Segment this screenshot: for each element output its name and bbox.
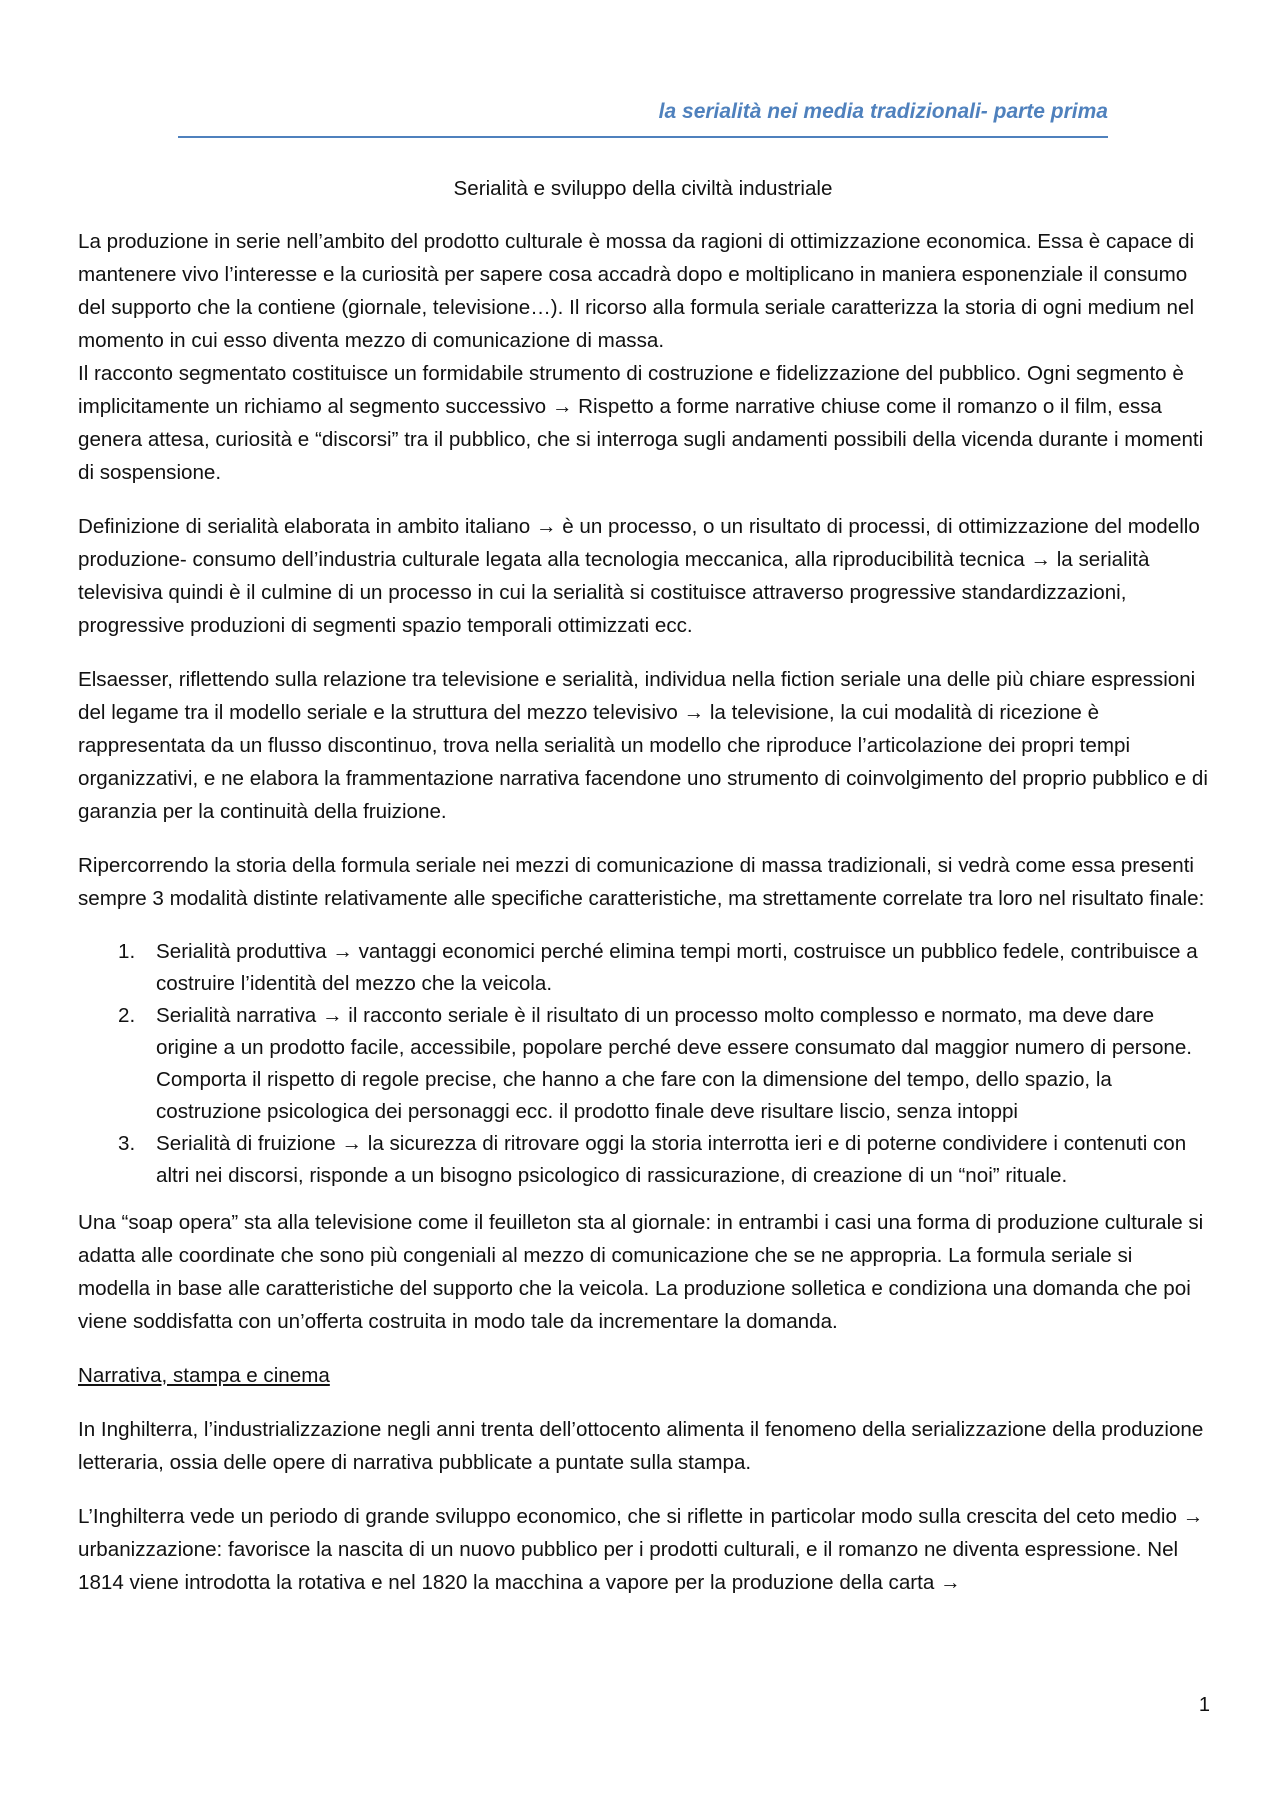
section-heading: Narrativa, stampa e cinema <box>78 1364 330 1387</box>
paragraph: L’Inghilterra vede un periodo di grande sviluppo economico, che si riflette in particolar modo sulla crescita del ceto medio → urbanizzazione: favorisce la nascita di un nuovo pubblico per i prodotti culturali, e il romanzo ne diventa espressione. Nel 1814 viene introdotta la rotativa e nel 1820 la macchina a vapore per la produzione della carta → <box>78 1505 1204 1594</box>
paragraph: In Inghilterra, l’industrializzazione negli anni trenta dell’ottocento alimenta il fenomeno della serializzazione della produzione letteraria, ossia delle opere di narrativa pubblicate a puntate sulla stampa. <box>78 1418 1204 1474</box>
paragraph: Elsaesser, riflettendo sulla relazione tra televisione e serialità, individua nella fiction seriale una delle più chiare espressioni del legame tra il modello seriale e la struttura del mezzo televisivo → la televisione, la cui modalità di ricezione è rappresentata da un flusso discontinuo, trova nella serialità un modello che riproduce l’articolazione dei propri tempi organizzativi, e ne elabora la frammentazione narrativa facendone uno strumento di coinvolgimento del proprio pubblico e di garanzia per la continuità della fruizione. <box>78 668 1208 823</box>
running-header: la serialità nei media tradizionali- parte prima <box>658 100 1108 123</box>
list-item <box>78 1000 1208 1128</box>
page-title: Serialità e sviluppo della civiltà industriale <box>453 177 833 200</box>
list-item-text: Serialità narrativa → il racconto seriale è il risultato di un processo molto complesso e normato, ma deve dare origine a un prodotto facile, accessibile, popolare perché deve essere consumato dal maggior numero di persone. Comporta il rispetto di regole precise, che hanno a che fare con la dimensione del tempo, dello spazio, la costruzione psicologica dei personaggi ecc. il prodotto finale deve risultare liscio, senza intoppi <box>156 1004 1193 1123</box>
header-rule <box>178 136 1108 138</box>
list-number: 3. <box>118 1132 136 1155</box>
paragraph-text: Il racconto segmentato costituisce un formidabile strumento di costruzione e fidelizzazione del pubblico. Ogni segmento è implicitamente un richiamo al segmento successivo → Rispetto a forme narrative chiuse come il romanzo o il film, essa genera attesa, curiosità e “discorsi” tra il pubblico, che si interroga sugli andamenti possibili della vicenda durante i momenti di sospensione. <box>78 362 1204 484</box>
list-item <box>78 1128 1208 1192</box>
list-item <box>78 936 1208 1000</box>
paragraph: Una “soap opera” sta alla televisione come il feuilleton sta al giornale: in entrambi i casi una forma di produzione culturale si adatta alle coordinate che sono più congeniali al mezzo di comunicazione che se ne appropria. La formula seriale si modella in base alle caratteristiche del supporto che la veicola. La produzione solletica e condiziona una domanda che poi viene soddisfatta con un’offerta costruita in modo tale da incrementare la domanda. <box>78 1211 1204 1333</box>
list-item-text: Serialità produttiva → vantaggi economici perché elimina tempi morti, costruisce un pubblico fedele, contribuisce a costruire l’identità del mezzo che la veicola. <box>156 940 1198 995</box>
list-number: 1. <box>118 940 136 963</box>
paragraph <box>78 225 1208 489</box>
page-number: 1 <box>1198 1694 1210 1716</box>
paragraph-text: La produzione in serie nell’ambito del prodotto culturale è mossa da ragioni di ottimizzazione economica. Essa è capace di mantenere vivo l’interesse e la curiosità per sapere cosa accadrà dopo e moltiplicano in maniera esponenziale il consumo del supporto che la contiene (giornale, televisione…). Il ricorso alla formula seriale caratterizza la storia di ogni medium nel momento in cui esso diventa mezzo di comunicazione di massa. <box>78 230 1195 352</box>
paragraph: Ripercorrendo la storia della formula seriale nei mezzi di comunicazione di massa tradizionali, si vedrà come essa presenti sempre 3 modalità distinte relativamente alle specifiche caratteristiche, ma strettamente correlate tra loro nel risultato finale: <box>78 854 1205 910</box>
document-body <box>78 172 1208 1620</box>
paragraph: Definizione di serialità elaborata in ambito italiano → è un processo, o un risultato di processi, di ottimizzazione del modello produzione- consumo dell’industria culturale legata alla tecnologia meccanica, alla riproducibilità tecnica → la serialità televisiva quindi è il culmine di un processo in cui la serialità si costituisce attraverso progressive standardizzazioni, progressive produzioni di segmenti spazio temporali ottimizzati ecc. <box>78 515 1200 637</box>
numbered-list <box>78 936 1208 1192</box>
list-item-text: Serialità di fruizione → la sicurezza di ritrovare oggi la storia interrotta ieri e di poterne condividere i contenuti con altri nei discorsi, risponde a un bisogno psicologico di rassicurazione, di creazione di un “noi” rituale. <box>156 1132 1187 1187</box>
list-number: 2. <box>118 1004 136 1027</box>
